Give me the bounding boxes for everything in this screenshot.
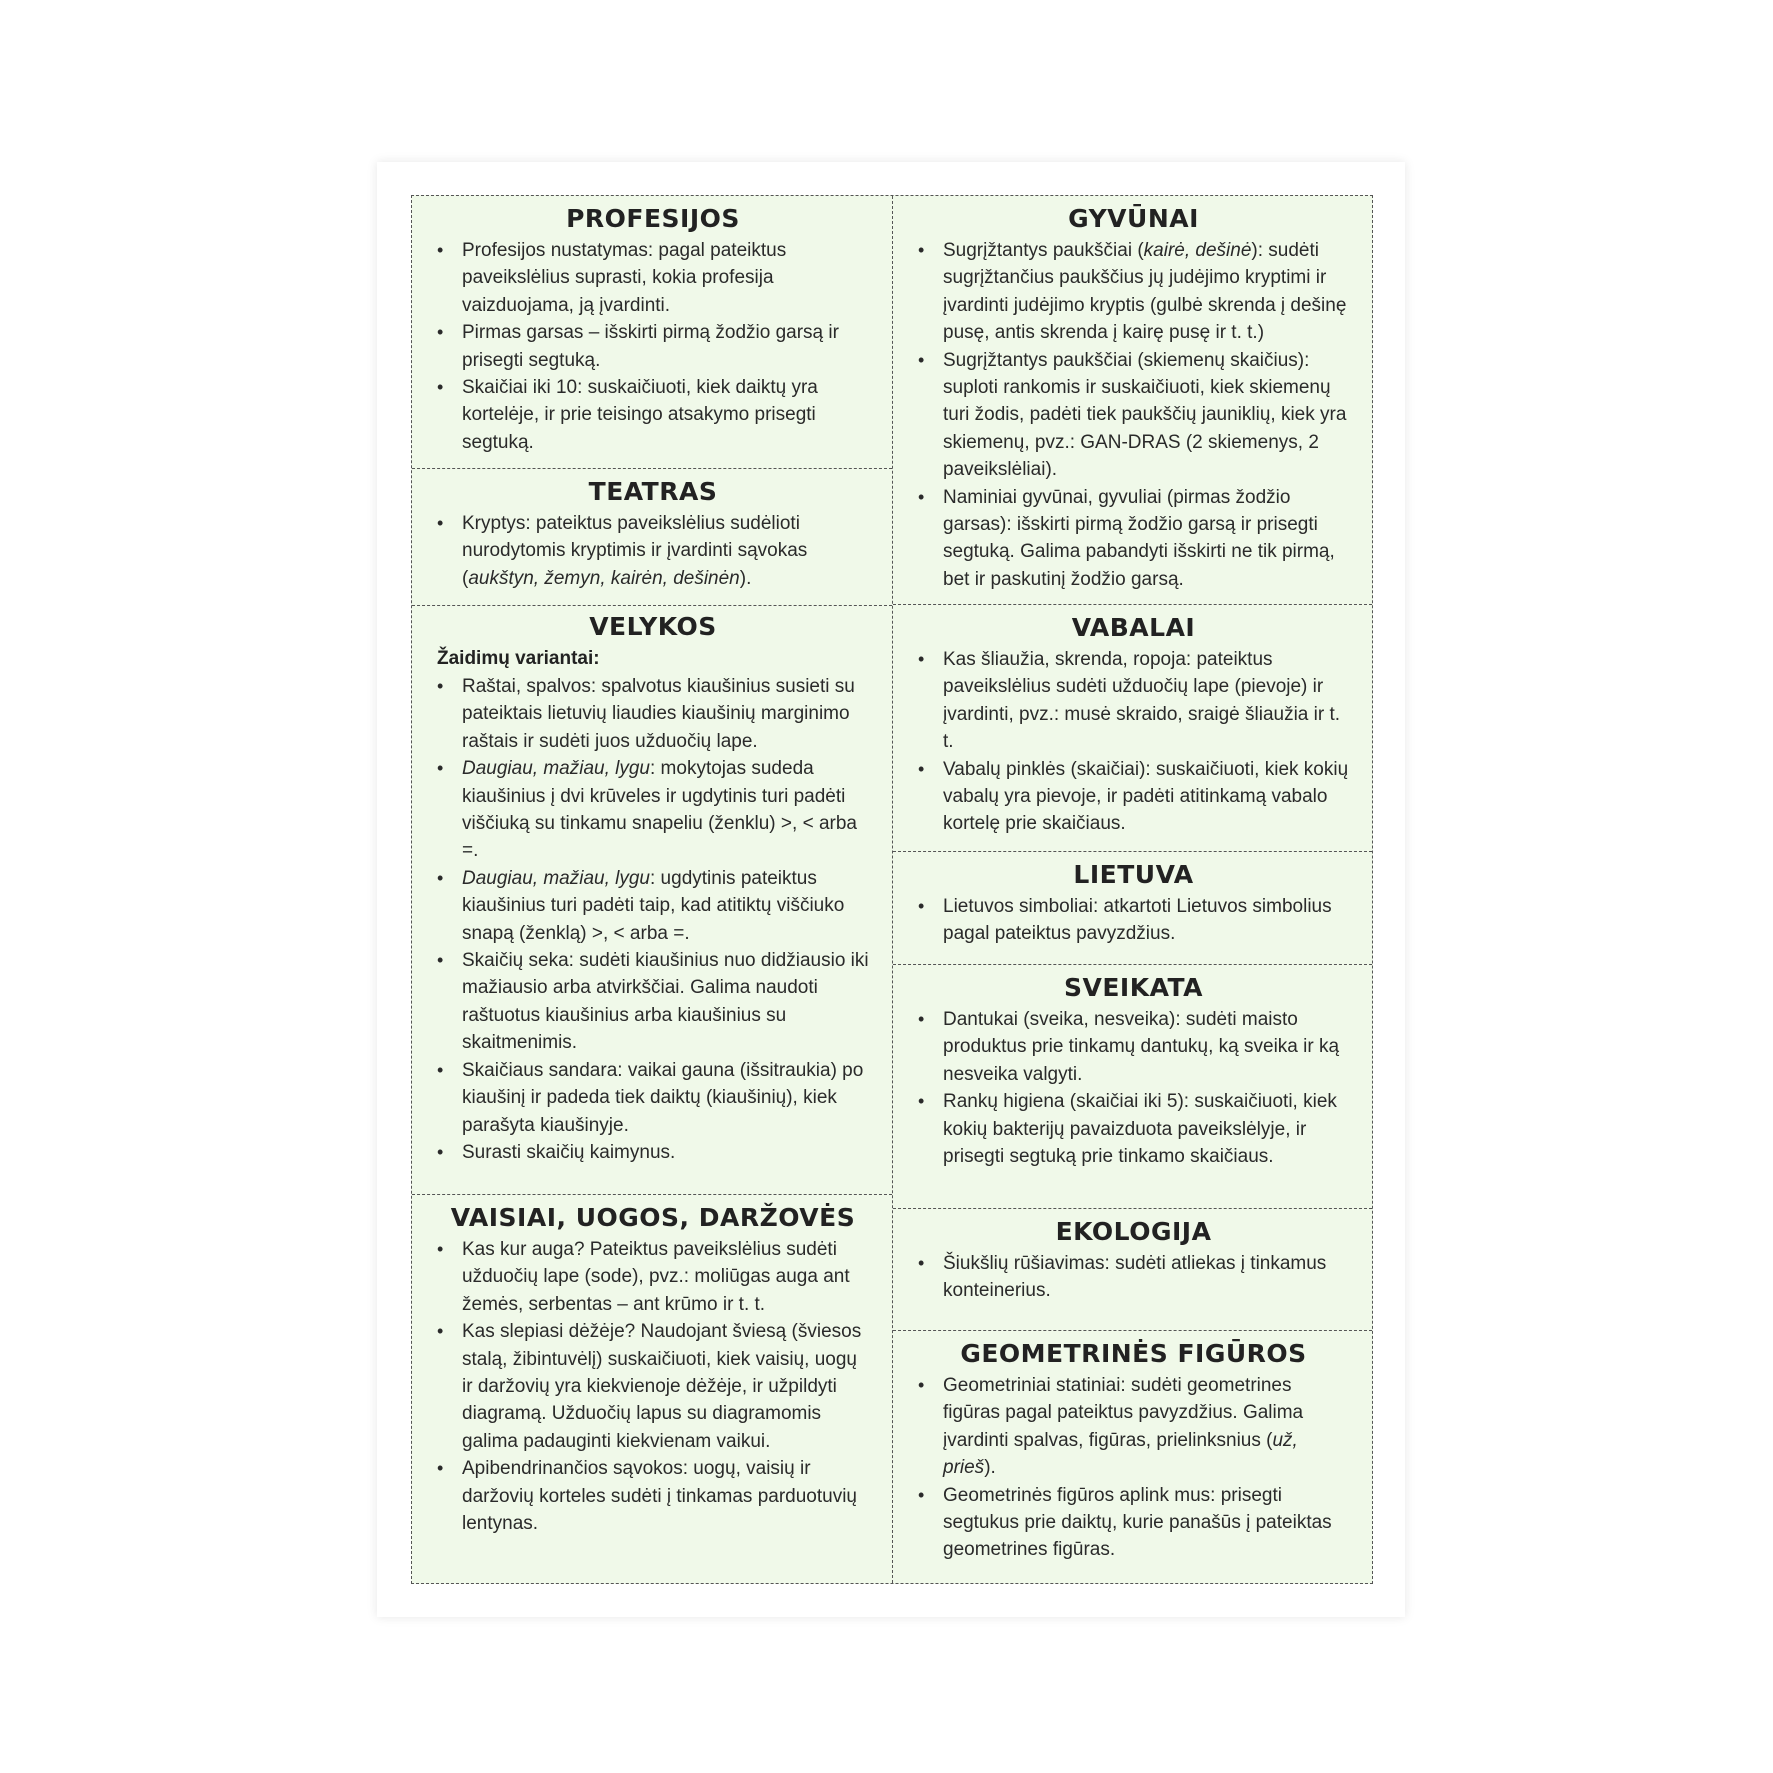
list-item xyxy=(436,865,870,947)
card-vaisiai-uogos-darzoves xyxy=(412,1194,892,1583)
card-title: GYVŪNAI xyxy=(1068,204,1199,233)
list-item: • Dantukai (sveika, nesveika): sudėti maisto produktus prie tinkamų dantukų, ką sveika ir ką nesveika valgyti. xyxy=(917,1006,1350,1088)
list-item xyxy=(917,1372,1350,1482)
card-title: TEATRAS xyxy=(588,477,718,506)
list-item-text: : ugdytinis pateiktus kiaušinius turi padėti taip, kad atitiktų viščiuko snapą (ženklą) >, < arba =. xyxy=(462,867,845,944)
list-item: • Geometrinės figūros aplink mus: prisegti segtukus prie daiktų, kurie panašūs į pateiktas geometrines figūras. xyxy=(917,1482,1350,1564)
list-item-italic: už, prieš xyxy=(943,1429,1298,1479)
list-item: • Apibendrinančios sąvokos: uogų, vaisių ir daržovių korteles sudėti į tinkamas parduotuvių lentynas. xyxy=(436,1455,870,1537)
card-gyvunai xyxy=(893,196,1372,604)
card-list xyxy=(917,237,1350,593)
card-list xyxy=(436,510,870,592)
list-item: • Surasti skaičių kaimynus. xyxy=(436,1139,870,1166)
card-vabalai xyxy=(893,604,1372,851)
card-ekologija xyxy=(893,1208,1372,1330)
list-item xyxy=(436,510,870,592)
list-item: • Kas šliaužia, skrenda, ropoja: pateiktus paveikslėlius sudėti užduočių lape (pievoje) ir įvardinti, pvz.: musė skraido, sraigė šliaužia ir t. t. xyxy=(917,646,1350,756)
list-item: • Rankų higiena (skaičiai iki 5): suskaičiuoti, kiek kokių bakterijų pavaizduota paveikslėlyje, ir prisegti segtuką prie tinkamo skaičiaus. xyxy=(917,1088,1350,1170)
card-list xyxy=(436,1236,870,1537)
card-title: EKOLOGIJA xyxy=(1055,1217,1212,1246)
card-sveikata xyxy=(893,964,1372,1208)
left-column xyxy=(412,196,893,1583)
list-item: • Profesijos nustatymas: pagal pateiktus paveikslėlius suprasti, kokia profesija vaizduojama, ją įvardinti. xyxy=(436,237,870,319)
list-item-italic: aukštyn, žemyn, kairėn, dešinėn xyxy=(468,567,740,589)
list-item-text: Sugrįžtantys paukščiai ( xyxy=(943,240,1144,261)
list-item-text: ). xyxy=(984,1457,996,1479)
list-item-text: ): sudėti sugrįžtančius paukščius jų judėjimo kryptimi ir įvardinti judėjimo kryptis (gulbė skrenda į dešinę pusę, antis skrenda į kairę pusę ir t. t.) xyxy=(943,240,1347,344)
card-title: VELYKOS xyxy=(589,612,717,641)
card-title: GEOMETRINĖS FIGŪROS xyxy=(960,1339,1307,1368)
list-item: • Šiukšlių rūšiavimas: sudėti atliekas į tinkamus konteinerius. xyxy=(917,1250,1350,1305)
card-title: SVEIKATA xyxy=(1064,973,1203,1002)
list-item-italic: Daugiau, mažiau, lygu xyxy=(462,867,650,889)
list-item: • Skaičių seka: sudėti kiaušinius nuo didžiausio iki mažiausio arba atvirkščiai. Galima naudoti raštuotus kiaušinius arba kiaušinius su skaitmenimis. xyxy=(436,947,870,1057)
card-grid xyxy=(411,195,1373,1584)
list-item-text: Geometriniai statiniai: sudėti geometrines figūras pagal pateiktus pavyzdžius. Galima įvardinti spalvas, figūras, prielinksnius ( xyxy=(943,1375,1304,1451)
card-profesijos xyxy=(412,196,892,468)
list-item-text: : mokytojas sudeda kiaušinius į dvi krūveles ir ugdytinis turi padėti viščiuką su tinkamu snapeliu (ženklu) >, < arba =. xyxy=(462,758,857,862)
card-title: VAISIAI, UOGOS, DARŽOVĖS xyxy=(450,1203,856,1232)
card-teatras xyxy=(412,468,892,605)
list-item: • Kas slepiasi dėžėje? Naudojant šviesą (šviesos stalą, žibintuvėlį) suskaičiuoti, kiek vaisių, uogų ir daržovių yra kiekvienoje dėžėje, ir užpildyti diagramą. Užduočių lapus su diagramomis galima padauginti kiekvienam vaikui. xyxy=(436,1318,870,1455)
right-column xyxy=(893,196,1372,1583)
list-item-text: Kryptys: pateiktus paveikslėlius sudėlioti nurodytomis kryptimis ir įvardinti sąvokas ( xyxy=(462,513,808,589)
list-item: • Sugrįžtantys paukščiai (skiemenų skaičius): suploti rankomis ir suskaičiuoti, kiek skiemenų turi žodis, padėti tiek paukščių jauniklių, kiek yra skiemenų, pvz.: GAN-DRAS (2 skiemenys, 2 paveikslėliai). xyxy=(917,347,1350,484)
card-list xyxy=(917,1250,1350,1305)
list-item xyxy=(917,237,1350,347)
card-geometrines-figuros xyxy=(893,1330,1372,1583)
list-item: • Vabalų pinklės (skaičiai): suskaičiuoti, kiek kokių vabalų yra pievoje, ir padėti atitinkamą vabalo kortelę prie skaičiaus. xyxy=(917,756,1350,838)
list-item: • Naminiai gyvūnai, gyvuliai (pirmas žodžio garsas): išskirti pirmą žodžio garsą ir prisegti segtuką. Galima pabandyti išskirti ne tik pirmą, bet ir paskutinį žodžio garsą. xyxy=(917,484,1350,594)
list-item: • Lietuvos simboliai: atkartoti Lietuvos simbolius pagal pateiktus pavyzdžius. xyxy=(917,893,1350,948)
list-item-italic: Daugiau, mažiau, lygu xyxy=(462,758,650,780)
card-list xyxy=(917,1006,1350,1170)
card-title: VABALAI xyxy=(1071,613,1196,642)
card-list xyxy=(917,893,1350,948)
card-list xyxy=(917,646,1350,838)
list-item: • Raštai, spalvos: spalvotus kiaušinius susieti su pateiktais lietuvių liaudies kiaušinių marginimo raštais ir sudėti juos užduočių lape. xyxy=(436,673,870,755)
card-list xyxy=(436,673,870,1166)
list-item: • Kas kur auga? Pateiktus paveikslėlius sudėti užduočių lape (sode), pvz.: moliūgas auga ant žemės, serbentas – ant krūmo ir t. t. xyxy=(436,1236,870,1318)
card-velykos xyxy=(412,605,892,1194)
card-lietuva xyxy=(893,851,1372,964)
card-list xyxy=(917,1372,1350,1564)
list-item-italic: kairė, dešinė xyxy=(1143,240,1252,261)
list-item: • Pirmas garsas – išskirti pirmą žodžio garsą ir prisegti segtuką. xyxy=(436,319,870,374)
worksheet-page xyxy=(377,162,1405,1617)
card-title: PROFESIJOS xyxy=(566,204,740,233)
card-subtitle: Žaidimų variantai: xyxy=(437,648,600,669)
list-item: • Skaičiai iki 10: suskaičiuoti, kiek daiktų yra kortelėje, ir prie teisingo atsakymo prisegti segtuką. xyxy=(436,374,870,456)
list-item-text: ). xyxy=(739,567,752,589)
card-list xyxy=(436,237,870,456)
list-item: • Skaičiaus sandara: vaikai gauna (išsitraukia) po kiaušinį ir padeda tiek daiktų (kiaušinių), kiek parašyta kiaušinyje. xyxy=(436,1057,870,1139)
list-item xyxy=(436,755,870,865)
card-title: LIETUVA xyxy=(1073,860,1194,889)
